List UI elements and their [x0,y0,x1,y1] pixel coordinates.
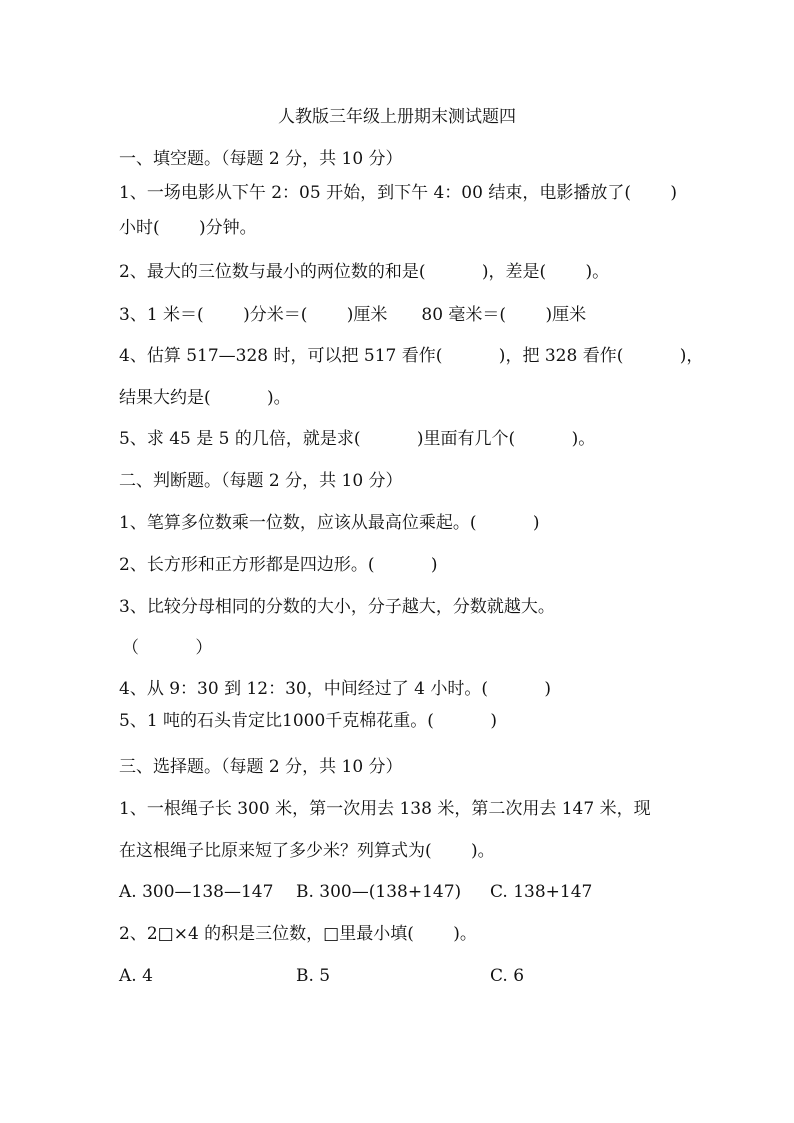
section-heading-true-false: 二、判断题。（每题 2 分，共 10 分） [119,471,403,491]
question-1-1-line-1: 1、一场电影从下午 2：05 开始，到下午 4：00 结束，电影播放了( ) [119,183,677,203]
question-2-3-line-2: （ ） [122,638,213,658]
page-title: 人教版三年级上册期末测试题四 [278,107,516,127]
question-3-1-option-c: C. 138+147 [490,882,593,902]
question-3-2-option-b: B. 5 [296,966,331,986]
question-3-1-option-b: B. 300—(138+147) [296,882,462,902]
question-2-4: 4、从 9：30 到 12：30，中间经过了 4 小时。( ) [119,679,552,699]
question-3-2: 2、2□×4 的积是三位数，□里最小填( )。 [119,924,477,944]
question-1-1-line-2: 小时( )分钟。 [119,218,257,238]
question-3-1-line-1: 1、一根绳子长 300 米，第一次用去 138 米，第二次用去 147 米，现 [119,799,651,819]
question-3-2-option-c: C. 6 [490,966,525,986]
section-heading-fill-in: 一、填空题。（每题 2 分，共 10 分） [119,149,403,169]
question-1-5: 5、求 45 是 5 的几倍，就是求( )里面有几个( )。 [119,429,596,449]
question-2-2: 2、长方形和正方形都是四边形。( ) [119,555,438,575]
question-3-1-option-a: A. 300—138—147 [119,882,274,902]
question-1-3: 3、1 米＝( )分米＝( )厘米 80 毫米＝( )厘米 [119,305,587,325]
question-3-1-line-2: 在这根绳子比原来短了多少米？列算式为( )。 [119,841,495,861]
section-heading-multiple-choice: 三、选择题。（每题 2 分，共 10 分） [119,757,403,777]
question-3-2-option-a: A. 4 [119,966,153,986]
question-1-4-line-1: 4、估算 517—328 时，可以把 517 看作( )，把 328 看作( )， [119,346,704,366]
question-2-3-line-1: 3、比较分母相同的分数的大小，分子越大，分数就越大。 [119,597,555,617]
question-2-1: 1、笔算多位数乘一位数，应该从最高位乘起。( ) [119,513,540,533]
question-1-4-line-2: 结果大约是( )。 [119,388,291,408]
question-2-5: 5、1 吨的石头肯定比1000千克棉花重。( ) [119,711,497,731]
question-1-2: 2、最大的三位数与最小的两位数的和是( )，差是( )。 [119,262,610,282]
